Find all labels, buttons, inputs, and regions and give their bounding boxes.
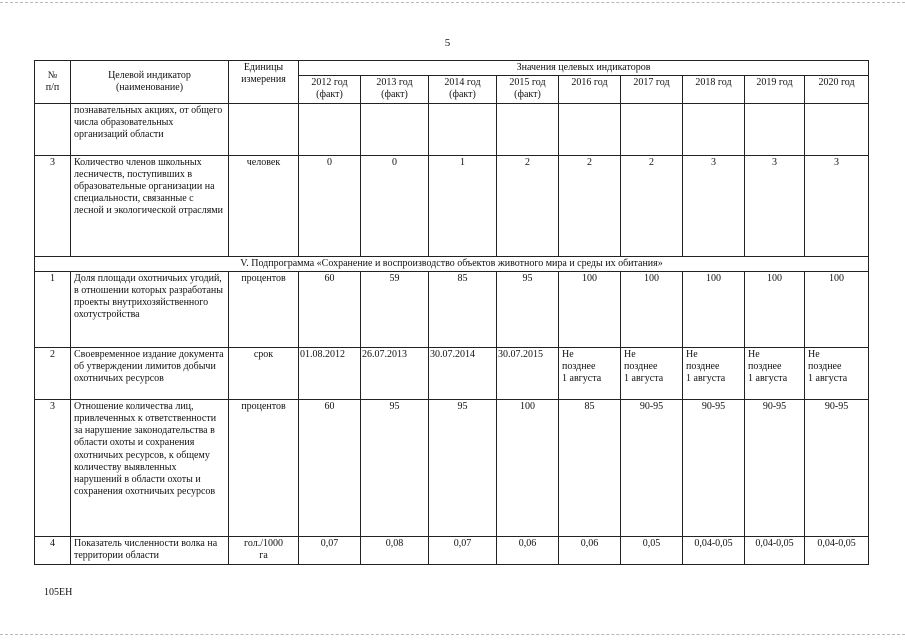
value-cell: 0,04-0,05 [745, 536, 805, 564]
value-cell [805, 103, 869, 155]
value-cell: 0 [361, 155, 429, 256]
value-cell: 3 [745, 155, 805, 256]
value-cell: 0,04-0,05 [805, 536, 869, 564]
table-row [35, 347, 869, 399]
value-cell: 60 [299, 399, 361, 536]
bottom-scan-edge [0, 634, 905, 635]
value-cell: 90-95 [805, 399, 869, 536]
unit-cell: процентов [229, 271, 299, 347]
row-num: 4 [35, 536, 71, 564]
value-cell: 1 [429, 155, 497, 256]
value-cell [361, 103, 429, 155]
value-cell: Не позднее 1 августа [621, 347, 683, 399]
year-header: 2012 год (факт) [299, 76, 361, 103]
unit-cell [229, 103, 299, 155]
value-cell: 59 [361, 271, 429, 347]
header-indicator: Целевой индикатор (наименование) [71, 61, 229, 104]
row-num: 3 [35, 399, 71, 536]
value-cell: Не позднее 1 августа [683, 347, 745, 399]
row-num: 2 [35, 347, 71, 399]
value-cell: Не позднее 1 августа [559, 347, 621, 399]
unit-cell: процентов [229, 399, 299, 536]
value-cell: 30.07.2015 [497, 347, 559, 399]
value-cell: 100 [805, 271, 869, 347]
value-cell: 2 [559, 155, 621, 256]
section-row [35, 256, 869, 271]
value-cell: 95 [361, 399, 429, 536]
value-cell: 85 [559, 399, 621, 536]
target-indicators-table [34, 60, 869, 565]
value-cell: 26.07.2013 [361, 347, 429, 399]
value-cell: 3 [805, 155, 869, 256]
value-cell: 90-95 [621, 399, 683, 536]
year-header: 2016 год [559, 76, 621, 103]
value-cell: 0 [299, 155, 361, 256]
table-row [35, 155, 869, 256]
year-header: 2014 год (факт) [429, 76, 497, 103]
unit-cell: гол./1000 га [229, 536, 299, 564]
indicator-name: Своевременное издание документа об утверждении лимитов добычи охотничьих ресурсов [71, 347, 229, 399]
value-cell: 0,04-0,05 [683, 536, 745, 564]
value-cell: 0,07 [429, 536, 497, 564]
header-values-title: Значения целевых индикаторов [299, 61, 869, 76]
value-cell [621, 103, 683, 155]
value-cell: 0,08 [361, 536, 429, 564]
table-row [35, 271, 869, 347]
value-cell: 100 [621, 271, 683, 347]
table-row [35, 399, 869, 536]
value-cell: 2 [621, 155, 683, 256]
year-header: 2015 год (факт) [497, 76, 559, 103]
value-cell: 0,06 [497, 536, 559, 564]
value-cell: 3 [683, 155, 745, 256]
value-cell: 0,07 [299, 536, 361, 564]
value-cell: 01.08.2012 [299, 347, 361, 399]
value-cell: Не позднее 1 августа [745, 347, 805, 399]
value-cell: 100 [497, 399, 559, 536]
footer-code: 105ЕН [44, 587, 73, 598]
value-cell: 85 [429, 271, 497, 347]
value-cell [497, 103, 559, 155]
value-cell [683, 103, 745, 155]
indicator-name: Количество членов школьных лесничеств, поступивших в образовательные организации на специальности, связанные с лесной и экологической отраслями [71, 155, 229, 256]
indicator-name: Показатель численности волка на территории области [71, 536, 229, 564]
value-cell: 100 [745, 271, 805, 347]
value-cell: 90-95 [683, 399, 745, 536]
header-num: № п/п [35, 61, 71, 104]
value-cell [429, 103, 497, 155]
year-header: 2017 год [621, 76, 683, 103]
year-header: 2018 год [683, 76, 745, 103]
table-row [35, 536, 869, 564]
row-num: 3 [35, 155, 71, 256]
value-cell [745, 103, 805, 155]
value-cell: 0,05 [621, 536, 683, 564]
header-unit: Единицы измерения [229, 61, 299, 104]
unit-cell: срок [229, 347, 299, 399]
row-num [35, 103, 71, 155]
value-cell [559, 103, 621, 155]
section-title: V. Подпрограмма «Сохранение и воспроизводство объектов животного мира и среды их обитания» [35, 256, 869, 271]
value-cell: 100 [683, 271, 745, 347]
page-number: 5 [444, 37, 451, 49]
value-cell: 90-95 [745, 399, 805, 536]
year-header: 2019 год [745, 76, 805, 103]
value-cell: 2 [497, 155, 559, 256]
value-cell: 100 [559, 271, 621, 347]
unit-cell: человек [229, 155, 299, 256]
header-row [35, 61, 869, 76]
indicator-name: Отношение количества лиц, привлеченных к ответственности за нарушение законодательства в области охоты и сохранения охотничьих ресурсов, к общему количеству выявленных нарушений в области охоты и сохранения охотничьих ресурсов [71, 399, 229, 536]
top-scan-edge [0, 2, 905, 3]
value-cell: 60 [299, 271, 361, 347]
value-cell: 0,06 [559, 536, 621, 564]
row-num: 1 [35, 271, 71, 347]
year-header: 2020 год [805, 76, 869, 103]
value-cell: 95 [429, 399, 497, 536]
value-cell: Не позднее 1 августа [805, 347, 869, 399]
indicator-name: Доля площади охотничьих угодий, в отношении которых разработаны проекты внутрихозяйственного охотустройства [71, 271, 229, 347]
value-cell: 30.07.2014 [429, 347, 497, 399]
value-cell: 95 [497, 271, 559, 347]
value-cell [299, 103, 361, 155]
table-row [35, 103, 869, 155]
indicator-name: познавательных акциях, от общего числа образовательных организаций области [71, 103, 229, 155]
year-header: 2013 год (факт) [361, 76, 429, 103]
